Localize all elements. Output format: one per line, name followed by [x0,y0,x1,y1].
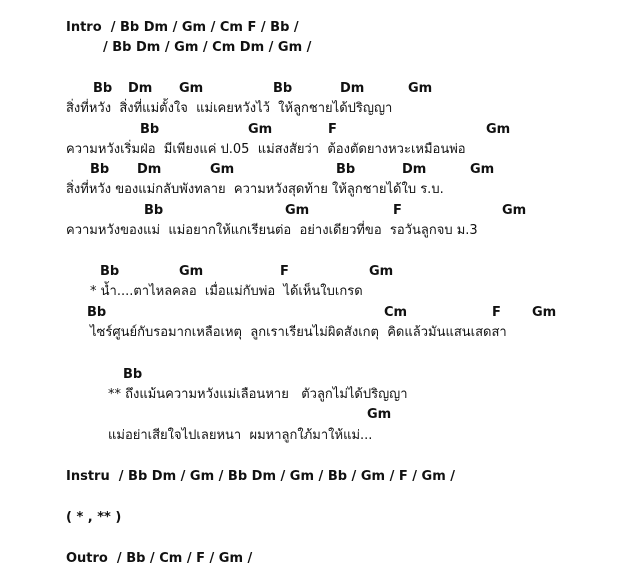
chord: F [393,203,402,218]
chord: Dm [137,162,162,177]
chord: Gm [408,81,433,96]
chord: Dm [402,162,427,177]
chord: Bb [273,81,293,96]
lyric-line: สิ่งที่หวัง สิ่งที่แม่ตั้งใจ แม่เคยหวังไว้ ให้ลูกชายได้ปริญญา [66,101,393,116]
lyric-line: ความหวังของแม่ แม่อยากให้แกเรียนต่อ อย่างเดียวที่ขอ รอวันลูกจบ ม.3 [66,223,478,238]
chord: F [280,264,289,279]
lyric-line: ** ถึงแม้นความหวังแม่เลือนหาย ตัวลูกไม่ได้ปริญญา [108,387,408,402]
chord: Gm [248,122,273,137]
chord: Bb [140,122,160,137]
instrumental-line: Instru / Bb Dm / Gm / Bb Dm / Gm / Bb / Gm / F / Gm / [66,469,456,484]
chord: Dm [340,81,365,96]
chord: Gm [532,305,557,320]
chord: Dm [128,81,153,96]
chord: Gm [179,264,204,279]
lyric-line: สิ่งที่หวัง ของแม่กลับพังทลาย ความหวังสุดท้าย ให้ลูกชายได้ใบ ร.บ. [66,182,444,197]
chord: Gm [470,162,495,177]
chord: Gm [210,162,235,177]
lyric-line: ความหวังเริ่มฝ่อ มีเพียงแค่ ป.05 แม่สงสัยว่า ต้องตัดยางหวะเหมือนพ่อ [66,142,466,157]
intro-line-1: Intro / Bb Dm / Gm / Cm F / Bb / [66,20,299,35]
chord: Bb [336,162,356,177]
chord: Cm [384,305,408,320]
lyric-line: ไซร์ศูนย์กับรอมากเหลือเหตุ ลูกเราเรียนไม่ผิดสังเกตุ คิดแล้วมันแสนเสดสา [90,325,507,340]
chord: Gm [179,81,204,96]
chord: Bb [144,203,164,218]
chord: Bb [90,162,110,177]
intro-line-2: / Bb Dm / Gm / Cm Dm / Gm / [103,40,312,55]
chord: Bb [100,264,120,279]
chord: Gm [285,203,310,218]
repeat-marker: ( * , ** ) [66,510,122,525]
chord: Bb [123,367,143,382]
lyric-line: * น้ำ....ตาไหลคลอ เมื่อแม่กับพ่อ ได้เห็นใบเกรด [90,284,363,299]
chord: Gm [486,122,511,137]
chord: Gm [369,264,394,279]
chord: F [328,122,337,137]
lyric-line: แม่อย่าเสียใจไปเลยหนา ผมหาลูกใภ้มาให้แม่... [108,428,373,443]
outro-line: Outro / Bb / Cm / F / Gm / [66,551,253,566]
chord: F [492,305,501,320]
chord: Gm [367,407,392,422]
chord: Gm [502,203,527,218]
chord: Bb [93,81,113,96]
chord: Bb [87,305,107,320]
